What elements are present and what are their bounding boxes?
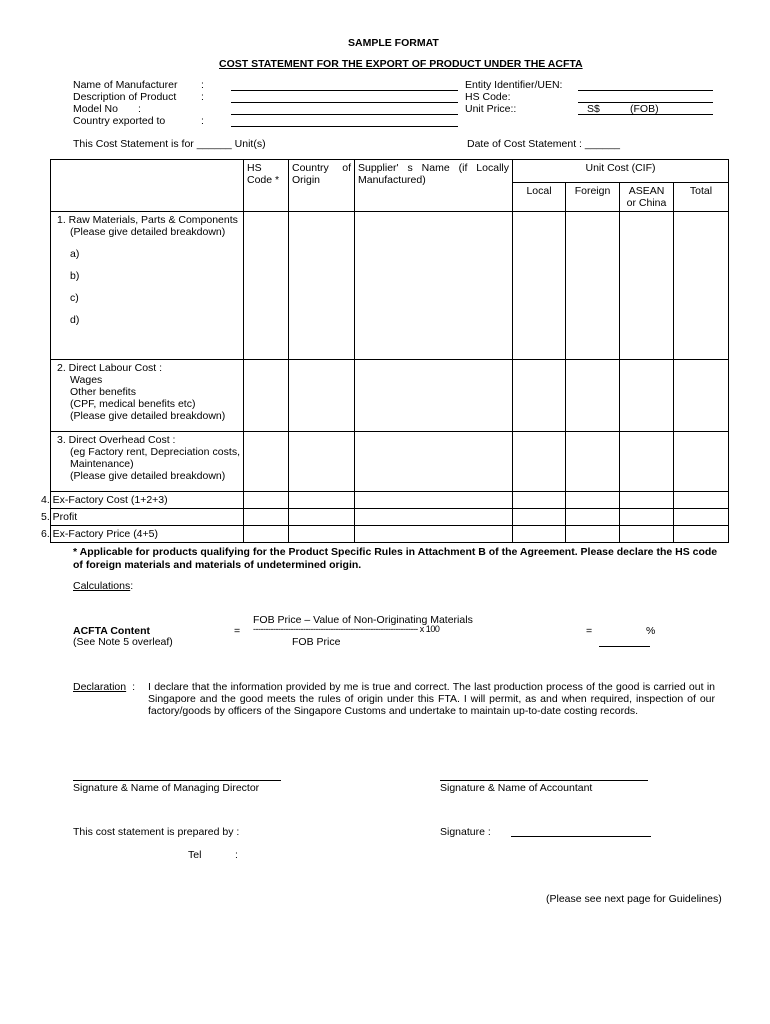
manufacturer-colon: : <box>201 79 204 91</box>
direct-labour-note: (Please give detailed breakdown) <box>70 410 226 422</box>
description-label: Description of Product <box>73 91 177 103</box>
asean-china-header: ASEAN or China <box>620 183 674 212</box>
table-cell[interactable] <box>566 360 620 432</box>
table-cell[interactable] <box>355 212 513 360</box>
formula-numerator: FOB Price – Value of Non-Originating Materials <box>253 614 473 626</box>
model-colon: : <box>138 103 141 115</box>
table-cell[interactable] <box>244 509 289 526</box>
ex-factory-price-label: 6. Ex-Factory Price (4+5) <box>51 526 244 543</box>
direct-labour-cell <box>51 360 244 432</box>
table-cell[interactable] <box>566 492 620 509</box>
table-cell[interactable] <box>674 360 729 432</box>
header-row <box>51 160 729 183</box>
statement-units: This Cost Statement is for ______ Unit(s) <box>73 138 266 150</box>
accountant-signature-line[interactable] <box>440 780 648 781</box>
table-cell[interactable] <box>620 509 674 526</box>
signature-label: Signature : <box>440 826 491 838</box>
ex-factory-cost-label: 4. Ex-Factory Cost (1+2+3) <box>51 492 244 509</box>
raw-materials-a: a) <box>70 248 80 260</box>
guidelines-note: (Please see next page for Guidelines) <box>546 893 722 905</box>
page-title: COST STATEMENT FOR THE EXPORT OF PRODUCT UNDER THE ACFTA <box>219 58 583 70</box>
country-of-origin-header: Country of Origin <box>289 160 355 212</box>
description-colon: : <box>201 91 204 103</box>
currency-label: S$ <box>587 103 600 115</box>
fob-label: (FOB) <box>630 103 659 115</box>
raw-materials-cell <box>51 212 244 360</box>
direct-overhead-examples: (eg Factory rent, Depreciation costs, Maintenance) <box>70 446 240 470</box>
table-cell[interactable] <box>620 492 674 509</box>
local-header: Local <box>513 183 566 212</box>
table-cell[interactable] <box>289 509 355 526</box>
declaration-heading <box>73 681 135 693</box>
calculations-heading <box>73 580 133 592</box>
entity-label: Entity Identifier/UEN: <box>465 79 563 91</box>
table-cell[interactable] <box>513 432 566 492</box>
table-cell[interactable] <box>513 526 566 543</box>
sample-format-heading: SAMPLE FORMAT <box>348 37 439 49</box>
table-cell[interactable] <box>355 526 513 543</box>
country-exported-field[interactable] <box>231 126 458 127</box>
other-benefits-label: Other benefits <box>70 386 136 398</box>
acfta-content-label: ACFTA Content <box>73 625 150 637</box>
table-row <box>51 432 729 492</box>
table-row <box>51 492 729 509</box>
table-cell[interactable] <box>289 360 355 432</box>
table-cell[interactable] <box>674 526 729 543</box>
table-cell[interactable] <box>674 212 729 360</box>
calculations-label: Calculations <box>73 580 131 592</box>
table-cell[interactable] <box>355 509 513 526</box>
raw-materials-note: (Please give detailed breakdown) <box>70 226 226 238</box>
foreign-header: Foreign <box>566 183 620 212</box>
table-cell[interactable] <box>620 212 674 360</box>
item-header-cell <box>51 160 244 212</box>
table-cell[interactable] <box>620 360 674 432</box>
table-cell[interactable] <box>674 492 729 509</box>
wages-label: Wages <box>70 374 103 386</box>
supplier-name-header: Supplier' s Name (if Locally Manufactured) <box>355 160 513 212</box>
table-cell[interactable] <box>355 432 513 492</box>
country-exported-label: Country exported to <box>73 115 166 127</box>
percent-sign: % <box>646 625 656 637</box>
manufacturer-label: Name of Manufacturer <box>73 79 178 91</box>
table-cell[interactable] <box>513 212 566 360</box>
declaration-text: I declare that the information provided by me is true and correct. The last production process of the good is carried out in Singapore and the good meets the rules of origin under this FTA. I will permit, as and when required, inspection of our factory/goods by officers of the Singapore Customs and undertake to maintain up-to-date costing records. <box>148 681 715 717</box>
equals-sign-1: = <box>234 625 241 637</box>
raw-materials-title: 1. Raw Materials, Parts & Components <box>57 214 238 226</box>
signature-field[interactable] <box>511 836 651 837</box>
prepared-by-label: This cost statement is prepared by : <box>73 826 240 838</box>
hs-code-label: HS Code: <box>465 91 511 103</box>
formula-divider: ------------------------------------------------------------------ x 100 <box>253 624 440 634</box>
direct-labour-title: 2. Direct Labour Cost : <box>57 362 163 374</box>
entity-field[interactable] <box>578 90 713 91</box>
table-row <box>51 212 729 360</box>
declaration-colon: : <box>132 681 136 693</box>
table-cell[interactable] <box>566 212 620 360</box>
table-row <box>51 360 729 432</box>
unit-price-field[interactable] <box>578 114 713 115</box>
md-signature-label: Signature & Name of Managing Director <box>73 782 260 794</box>
accountant-signature-label: Signature & Name of Accountant <box>440 782 593 794</box>
table-cell[interactable] <box>513 509 566 526</box>
total-header: Total <box>674 183 729 212</box>
table-cell[interactable] <box>289 492 355 509</box>
table-cell[interactable] <box>620 526 674 543</box>
model-label: Model No <box>73 103 118 115</box>
formula-denominator: FOB Price <box>292 636 341 648</box>
equals-sign-2: = <box>586 625 593 637</box>
table-cell[interactable] <box>513 360 566 432</box>
table-cell[interactable] <box>244 360 289 432</box>
table-cell[interactable] <box>674 509 729 526</box>
direct-overhead-title: 3. Direct Overhead Cost : <box>57 434 176 446</box>
country-exported-colon: : <box>201 115 204 127</box>
date-of-statement: Date of Cost Statement : ______ <box>467 138 620 150</box>
table-cell[interactable] <box>674 432 729 492</box>
calculations-colon: : <box>130 580 134 592</box>
cpf-label: (CPF, medical benefits etc) <box>70 398 196 410</box>
declaration-label: Declaration <box>73 681 127 693</box>
table-cell[interactable] <box>566 509 620 526</box>
table-cell[interactable] <box>289 212 355 360</box>
raw-materials-d: d) <box>70 314 80 326</box>
table-row <box>51 526 729 543</box>
table-cell[interactable] <box>513 492 566 509</box>
table-cell[interactable] <box>244 526 289 543</box>
manufacturer-field[interactable] <box>231 90 458 91</box>
table-cell[interactable] <box>244 492 289 509</box>
hs-code-header: HS Code * <box>244 160 289 212</box>
table-cell[interactable] <box>566 432 620 492</box>
model-field[interactable] <box>231 114 458 115</box>
description-field[interactable] <box>231 102 458 103</box>
unit-cost-header: Unit Cost (CIF) <box>513 160 729 183</box>
raw-materials-b: b) <box>70 270 80 282</box>
table-cell[interactable] <box>244 432 289 492</box>
table-cell[interactable] <box>620 432 674 492</box>
table-cell[interactable] <box>566 526 620 543</box>
table-cell[interactable] <box>244 212 289 360</box>
profit-label: 5. Profit <box>51 509 244 526</box>
unit-price-label: Unit Price:: <box>465 103 517 115</box>
direct-overhead-cell <box>51 432 244 492</box>
table-cell[interactable] <box>355 492 513 509</box>
raw-materials-c: c) <box>70 292 79 304</box>
direct-overhead-note: (Please give detailed breakdown) <box>70 470 226 482</box>
md-signature-line[interactable] <box>73 780 281 781</box>
table-cell[interactable] <box>289 526 355 543</box>
acfta-content-field[interactable] <box>599 646 650 647</box>
table-row <box>51 509 729 526</box>
table-cell[interactable] <box>289 432 355 492</box>
table-cell[interactable] <box>355 360 513 432</box>
see-note-label: (See Note 5 overleaf) <box>73 636 173 648</box>
cost-table <box>41 159 729 543</box>
tel-label: Tel <box>188 849 202 861</box>
tel-colon: : <box>235 849 238 861</box>
footnote: * Applicable for products qualifying for the Product Specific Rules in Attachment B of the Agreement. Please declare the HS code of foreign materials and materials of undetermined origin. <box>73 546 718 571</box>
